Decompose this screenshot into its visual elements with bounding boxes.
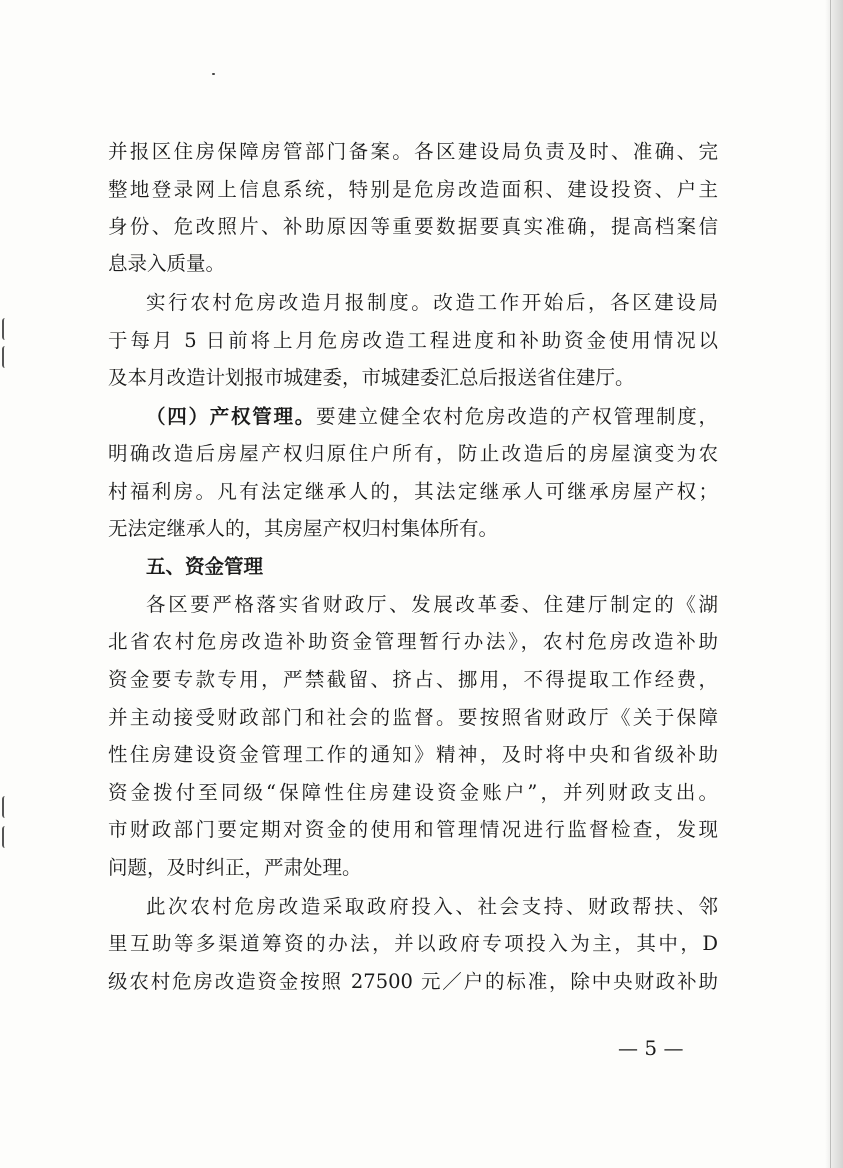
paragraph-2-line: 实行农村危房改造月报制度。改造工作开始后，各区建设局: [146, 291, 718, 314]
page-edge-shadow: [825, 0, 843, 1168]
paragraph-4-line: 并主动接受财政部门和社会的监督。要按照省财政厅《关于保障: [108, 706, 718, 729]
paragraph-4-line: 资金要专款专用，严禁截留、挤占、挪用，不得提取工作经费，: [108, 668, 718, 691]
paragraph-1-line: 息录入质量。: [108, 252, 226, 275]
paragraph-2-line: 及本月改造计划报市城建委，市城建委汇总后报送省住建厅。: [108, 366, 635, 389]
section-heading: 五、资金管理: [146, 555, 264, 578]
paragraph-1-line: 身份、危改照片、补助原因等重要数据要真实准确，提高档案信: [108, 215, 718, 238]
paragraph-5-line: 此次农村危房改造采取政府投入、社会支持、财政帮扶、邻: [146, 895, 718, 918]
paragraph-4-line: 问题，及时纠正，严肃处理。: [108, 856, 362, 879]
paragraph-3-first-rest: 要建立健全农村危房改造的产权管理制度，: [316, 405, 718, 428]
paragraph-3-first-line: [146, 405, 718, 429]
paragraph-5-line: 级农村危房改造资金按照 27500 元／户的标准，除中央财政补助: [108, 970, 718, 993]
paragraph-3-line: 明确改造后房屋产权归原住户所有，防止改造后的房屋演变为农: [108, 442, 718, 465]
paragraph-4-line: 市财政部门要定期对资金的使用和管理情况进行监督检查，发现: [108, 818, 718, 841]
page-number: — 5 —: [618, 1036, 684, 1060]
scan-speck: [212, 73, 215, 75]
page-edge-line: [830, 0, 831, 1168]
binding-mark: [2, 826, 7, 848]
paragraph-5-line: 里互助等多渠道筹资的办法，并以政府专项投入为主，其中，D: [108, 932, 718, 955]
paragraph-1-line: 整地登录网上信息系统，特别是危房改造面积、建设投资、户主: [108, 178, 718, 201]
paragraph-2-line: 于每月 5 日前将上月危房改造工程进度和补助资金使用情况以: [108, 329, 718, 352]
paragraph-1-line: 并报区住房保障房管部门备案。各区建设局负责及时、准确、完: [108, 140, 718, 163]
paragraph-4-line: 性住房建设资金管理工作的通知》精神，及时将中央和省级补助: [108, 743, 718, 766]
paragraph-3-line: 村福利房。凡有法定继承人的，其法定继承人可继承房屋产权；: [108, 480, 718, 503]
paragraph-4-line: 各区要严格落实省财政厅、发展改革委、住建厅制定的《湖: [146, 593, 718, 616]
binding-mark: [2, 346, 7, 368]
binding-mark: [2, 318, 7, 340]
paragraph-3-line: 无法定继承人的，其房屋产权归村集体所有。: [108, 517, 499, 540]
binding-mark: [2, 796, 7, 818]
paragraph-4-line: 北省农村危房改造补助资金管理暂行办法》，农村危房改造补助: [108, 630, 718, 653]
paragraph-4-line: 资金拨付至同级“保障性住房建设资金账户”，并列财政支出。: [108, 781, 718, 804]
paragraph-3-lead: （四）产权管理。: [146, 405, 316, 428]
